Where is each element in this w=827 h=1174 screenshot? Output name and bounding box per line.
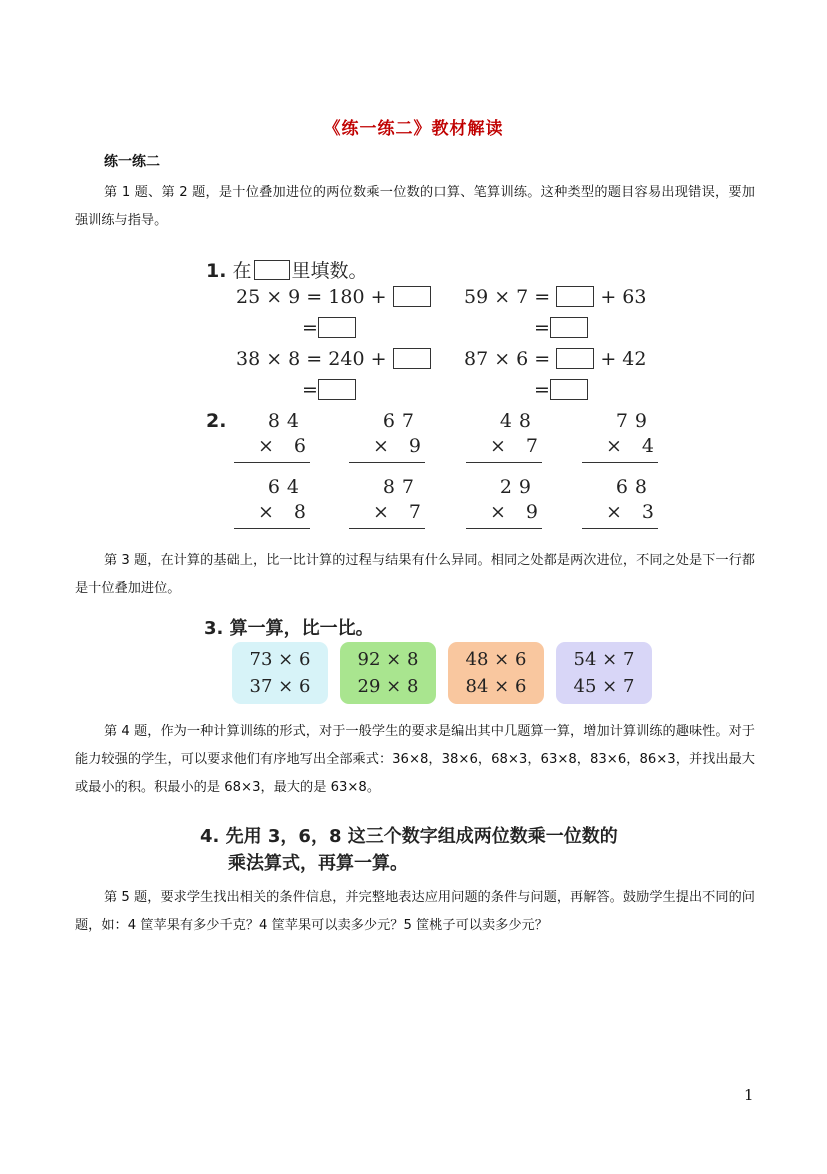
equation-text: = [534,379,550,401]
section-heading: 练一练二 [104,154,160,170]
multiplicand: 48 [499,410,538,432]
exercise-4-line-1: 4. 先用 3，6，8 这三个数字组成两位数乘一位数的 [200,826,618,847]
multiplier-row [373,435,421,457]
compare-expression: 73 × 6 [249,649,311,670]
compare-expression: 84 × 6 [465,676,527,697]
multiplier-row [490,501,538,523]
answer-box [550,379,588,400]
paragraph-1: 第 1 题、第 2 题，是十位叠加进位的两位数乘一位数的口算、笔算训练。这种类型的题目容易出现错误，要加强训练与指导。 [75,185,755,228]
answer-box [393,348,431,369]
result-line [349,462,425,463]
compare-expression: 92 × 8 [357,649,419,670]
times-sign: × [605,435,622,457]
result-line [582,528,658,529]
equation-text: + 42 [600,348,647,370]
result-line [234,462,310,463]
multiplier-row [490,435,538,457]
equation-text: 59 × 7 = [464,286,551,308]
equation-text: + 63 [600,286,647,308]
multiplier: 4 [641,435,654,457]
result-line [234,528,310,529]
exercise-3-heading: 3. 算一算，比一比。 [204,618,374,639]
answer-box [318,317,356,338]
exercise-2-heading [206,410,226,432]
times-sign: × [489,501,506,523]
exercise-4-figure [200,822,660,882]
multiplicand: 79 [615,410,654,432]
exercise-1-2-figure [204,250,654,530]
compare-expression: 29 × 8 [357,676,419,697]
multiplicand: 84 [267,410,306,432]
paragraph-2: 第 3 题，在计算的基础上，比一比计算的过程与结果有什么异同。相同之处都是两次进位，不同之处是下一行都是十位叠加进位。 [75,553,755,596]
compare-box-3 [448,642,544,704]
equation-row-3-right [464,348,646,370]
answer-box [550,317,588,338]
equation-row-1-left [236,286,431,308]
equation-text: = [302,317,318,339]
result-line [466,528,542,529]
equation-row-2-right [534,317,588,339]
compare-expression: 54 × 7 [573,649,635,670]
exercise-1-number: 1. [206,260,227,282]
multiplicand: 64 [267,476,306,498]
answer-box [556,286,594,307]
page-number: 1 [744,1086,754,1104]
times-sign: × [372,501,389,523]
multiplier: 6 [293,435,306,457]
equation-text: 87 × 6 = [464,348,551,370]
multiplier: 7 [525,435,538,457]
answer-box [254,260,290,280]
times-sign: × [372,435,389,457]
compare-box-2 [340,642,436,704]
multiplier: 9 [525,501,538,523]
compare-expression: 37 × 6 [249,676,311,697]
multiplicand: 68 [615,476,654,498]
equation-text: = [534,317,550,339]
result-line [349,528,425,529]
times-sign: × [605,501,622,523]
multiplicand: 87 [382,476,421,498]
multiplier-row [373,501,421,523]
multiplicand: 29 [499,476,538,498]
equation-row-1-right [464,286,646,308]
times-sign: × [257,501,274,523]
equation-row-4-left [302,379,356,401]
exercise-2-number: 2. [206,410,227,432]
compare-expression: 48 × 6 [465,649,527,670]
answer-box [556,348,594,369]
equation-text: 38 × 8 = 240 + [236,348,387,370]
multiplier-row [258,501,306,523]
answer-box [318,379,356,400]
equation-text: = [302,379,318,401]
multiplier-row [258,435,306,457]
equation-row-4-right [534,379,588,401]
result-line [582,462,658,463]
multiplier: 8 [293,501,306,523]
compare-box-4 [556,642,652,704]
multiplier: 7 [408,501,421,523]
equation-text: 25 × 9 = 180 + [236,286,387,308]
page-title: 《练一练二》教材解读 [323,119,504,139]
paragraph-3: 第 4 题，作为一种计算训练的形式，对于一般学生的要求是编出其中几题算一算，增加计算训练的趣味性。对于能力较强的学生，可以要求他们有序地写出全部乘式：36×8，38×6，68×3，63×8，83×6，86×3，并找出最大或最小的积。积最小的是 68×3，最大的是 63×8。 [75,724,755,795]
multiplier: 9 [408,435,421,457]
times-sign: × [257,435,274,457]
exercise-4-line-2: 乘法算式，再算一算。 [228,853,408,874]
multiplier-row [606,501,654,523]
answer-box [393,286,431,307]
multiplicand: 67 [382,410,421,432]
multiplier: 3 [641,501,654,523]
equation-row-3-left [236,348,431,370]
result-line [466,462,542,463]
exercise-1-prompt-b: 里填数。 [291,260,368,282]
compare-box-1 [232,642,328,704]
times-sign: × [489,435,506,457]
exercise-1-prompt-a: 在 [232,260,252,282]
compare-expression: 45 × 7 [573,676,635,697]
equation-row-2-left [302,317,356,339]
exercise-1-heading [206,256,368,283]
paragraph-4: 第 5 题，要求学生找出相关的条件信息，并完整地表达应用问题的条件与问题，再解答。鼓励学生提出不同的问题，如：4 筐苹果有多少千克？4 筐苹果可以卖多少元？5 筐桃子可以卖多少元？ [75,890,755,933]
multiplier-row [606,435,654,457]
exercise-3-figure [204,614,654,709]
